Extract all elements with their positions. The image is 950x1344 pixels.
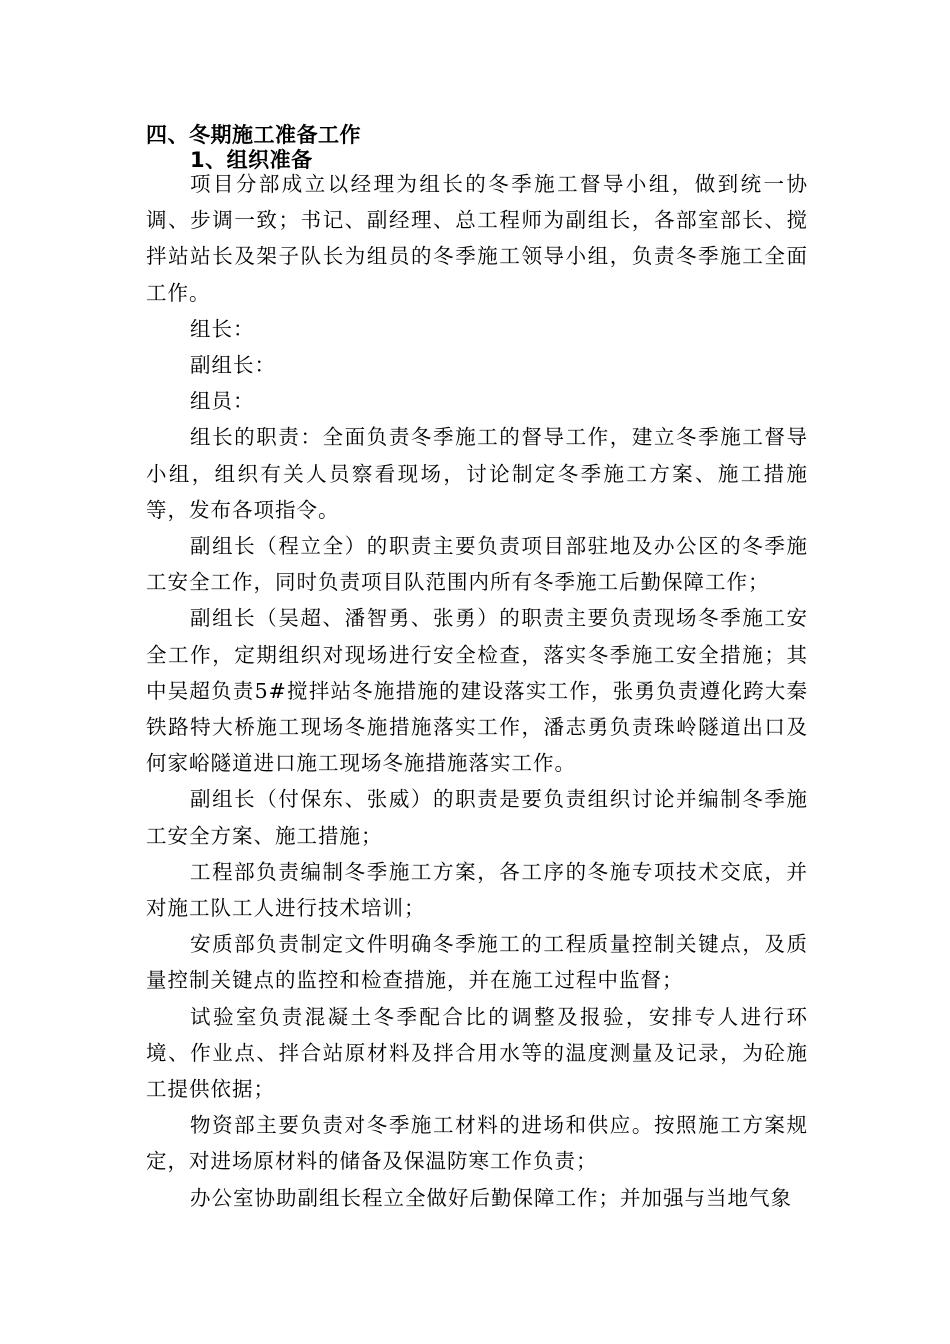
paragraph-leader-duties: 组长的职责：全面负责冬季施工的督导工作，建立冬季施工督导小组，组织有关人员察看现场，讨论制定冬季施工方案、施工措施等，发布各项指令。 — [146, 425, 808, 522]
paragraph-deputy-wu-pan-zhang: 副组长（吴超、潘智勇、张勇）的职责主要负责现场冬季施工安全工作，定期组织对现场进行安全检查，落实冬季施工安全措施；其中吴超负责5#搅拌站冬施措施的建设落实工作，张勇负责遵化跨大秦铁路特大桥施工现场冬施措施落实工作，潘志勇负责珠岭隧道出口及何家峪隧道进口施工现场冬施措施落实工作。 — [146, 606, 808, 776]
document-page — [146, 122, 808, 1216]
section-title: 四、冬期施工准备工作 — [146, 123, 361, 147]
paragraph-leader: 组长： — [190, 316, 255, 341]
paragraph-deputy-fu-zhang: 副组长（付保东、张威）的职责是要负责组织讨论并编制冬季施工安全方案、施工措施； — [146, 787, 808, 848]
paragraph-safety-quality-dept: 安质部负责制定文件明确冬季施工的工程质量控制关键点，及质量控制关键点的监控和检查措施，并在施工过程中监督； — [146, 932, 808, 993]
paragraph-laboratory: 试验室负责混凝土冬季配合比的调整及报验，安排专人进行环境、作业点、拌合站原材料及拌合用水等的温度测量及记录，为砼施工提供依据； — [146, 1004, 808, 1102]
paragraph-materials-dept: 物资部主要负责对冬季施工材料的进场和供应。按照施工方案规定，对进场原材料的储备及保温防寒工作负责； — [146, 1113, 808, 1174]
paragraph-deputy-leader: 副组长： — [190, 353, 276, 378]
subsection-title: 1、组织准备 — [190, 148, 313, 172]
paragraph-intro: 项目分部成立以经理为组长的冬季施工督导小组，做到统一协调、步调一致；书记、副经理、总工程师为副组长，各部室部长、搅拌站站长及架子队长为组员的冬季施工领导小组，负责冬季施工全面工作。 — [146, 172, 808, 305]
paragraph-engineering-dept: 工程部负责编制冬季施工方案，各工序的冬施专项技术交底，并对施工队工人进行技术培训； — [146, 859, 808, 921]
paragraph-deputy-cheng: 副组长（程立全）的职责主要负责项目部驻地及办公区的冬季施工安全工作，同时负责项目队范围内所有冬季施工后勤保障工作； — [146, 534, 808, 595]
paragraph-office: 办公室协助副组长程立全做好后勤保障工作；并加强与当地气象 — [190, 1185, 792, 1210]
paragraph-members: 组员： — [190, 389, 255, 414]
